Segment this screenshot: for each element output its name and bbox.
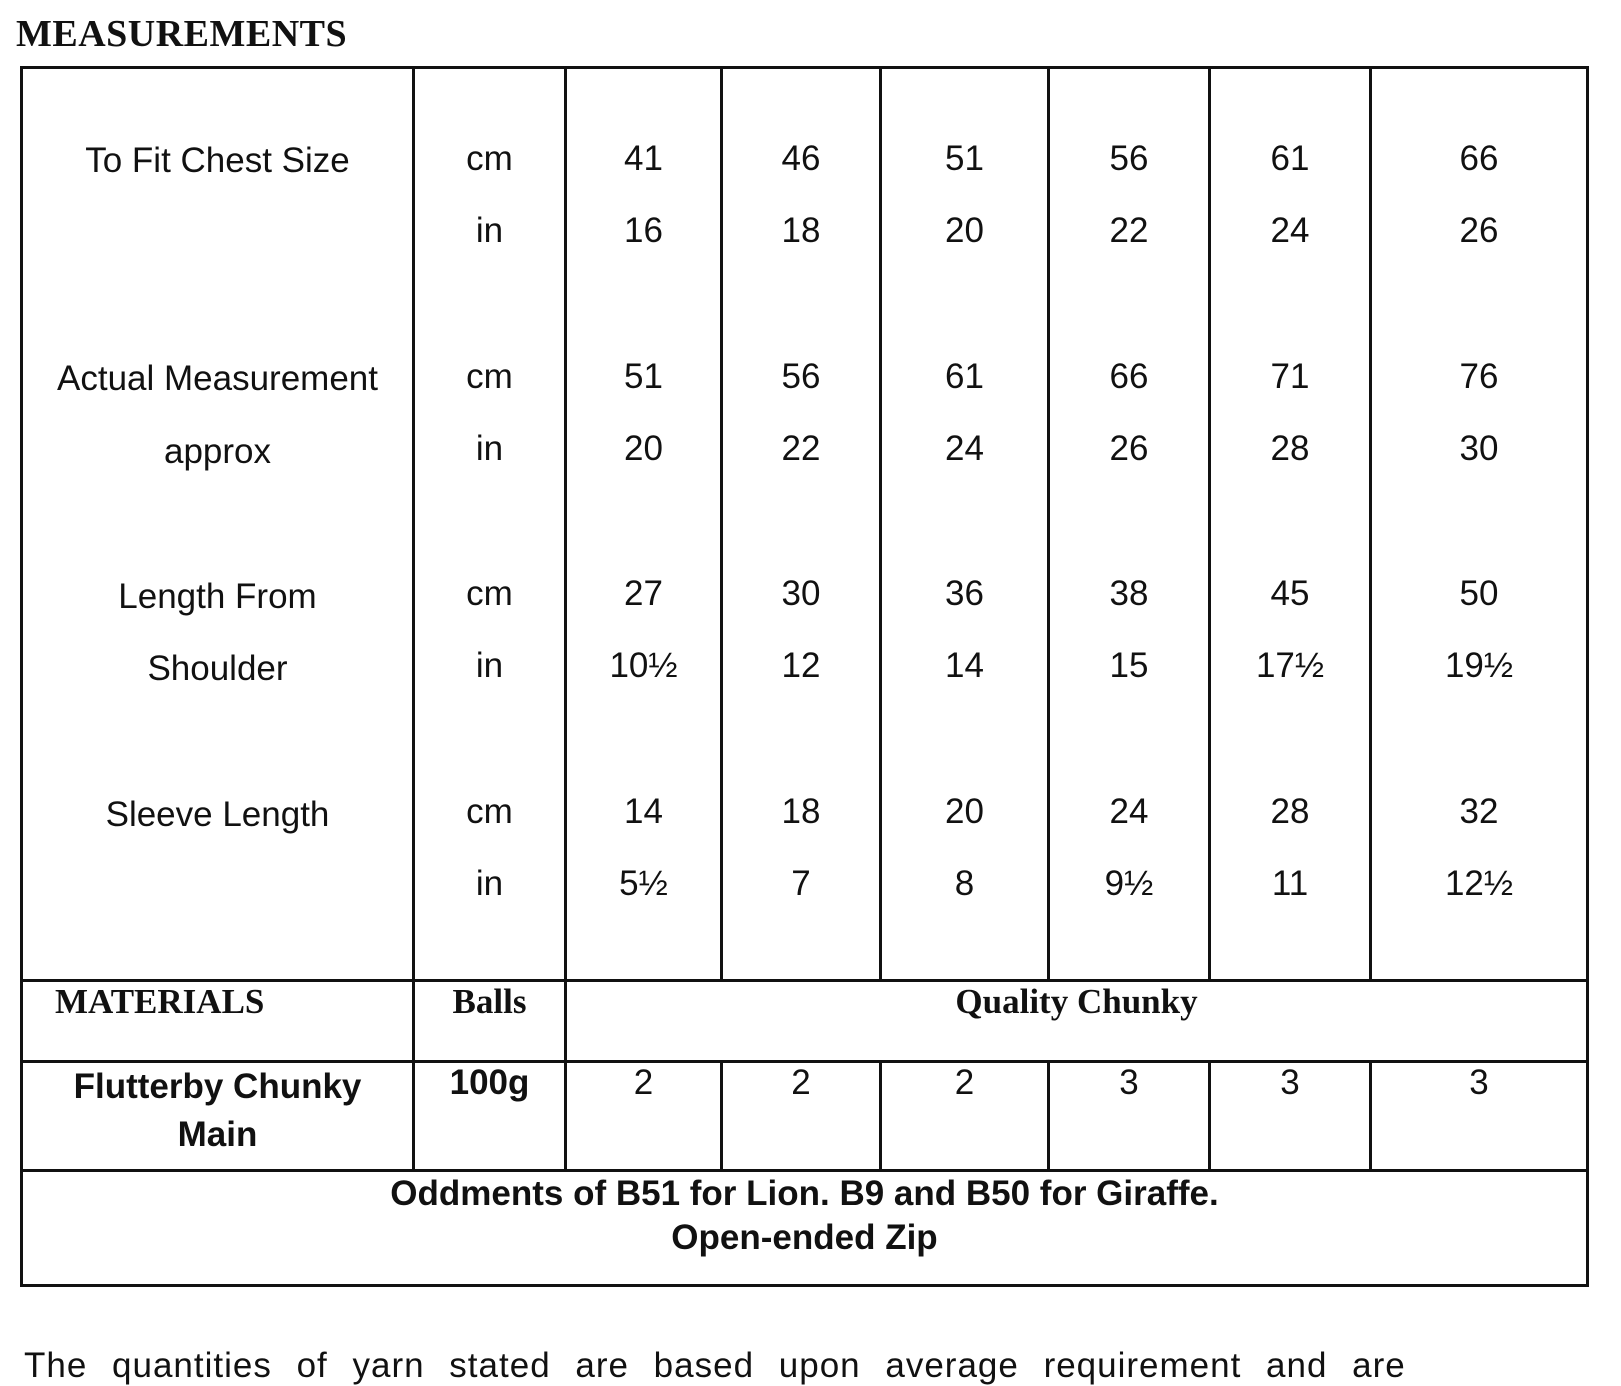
materials-title: MATERIALS xyxy=(22,981,414,1062)
size-column-2 xyxy=(722,68,881,981)
size-column-1 xyxy=(566,68,722,981)
value-cell: 36 xyxy=(945,574,984,613)
unit: cm xyxy=(466,792,513,831)
value-cell: 61 xyxy=(945,357,984,396)
value-cell: 5½ xyxy=(619,864,668,903)
label-length-1: Length From xyxy=(118,577,317,616)
notes-line2: Open-ended Zip xyxy=(671,1218,938,1257)
measurement-labels-column xyxy=(22,68,414,981)
value-cell: 22 xyxy=(781,429,821,468)
balls-count: 2 xyxy=(566,1062,722,1171)
measurements-row xyxy=(22,68,1588,981)
value-cell: 12 xyxy=(781,646,821,685)
value-cell: 17½ xyxy=(1255,646,1325,685)
balls-count: 3 xyxy=(1049,1062,1210,1171)
value-cell: 20 xyxy=(624,429,663,468)
quality-label: Quality Chunky xyxy=(566,981,1588,1062)
unit: in xyxy=(475,646,504,685)
unit: cm xyxy=(466,139,513,178)
value-cell: 45 xyxy=(1270,574,1310,613)
yarn-row xyxy=(22,1062,1588,1171)
yarn-name-line2: Main xyxy=(177,1115,258,1154)
value-cell: 22 xyxy=(1109,211,1149,250)
size-column-3 xyxy=(881,68,1049,981)
value-cell: 51 xyxy=(624,357,663,396)
yarn-weight: 100g xyxy=(414,1062,566,1171)
value-cell: 28 xyxy=(1270,429,1310,468)
label-actual-2: approx xyxy=(163,432,272,471)
balls-count: 2 xyxy=(881,1062,1049,1171)
value-cell: 14 xyxy=(624,792,663,831)
balls-count: 3 xyxy=(1371,1062,1588,1171)
value-cell: 16 xyxy=(624,211,663,250)
yarn-name xyxy=(22,1062,414,1171)
unit: in xyxy=(475,429,504,468)
value-cell: 18 xyxy=(781,792,821,831)
materials-header-row xyxy=(22,981,1588,1062)
value-cell: 20 xyxy=(945,211,984,250)
value-cell: 26 xyxy=(1109,429,1149,468)
value-cell: 15 xyxy=(1109,646,1149,685)
value-cell: 56 xyxy=(781,357,821,396)
unit: cm xyxy=(466,357,513,396)
value-cell: 50 xyxy=(1459,574,1499,613)
value-cell: 38 xyxy=(1109,574,1149,613)
value-cell: 20 xyxy=(945,792,984,831)
units-column xyxy=(414,68,566,981)
value-cell: 56 xyxy=(1109,139,1149,178)
value-cell: 7 xyxy=(791,864,811,903)
value-cell: 26 xyxy=(1459,211,1499,250)
size-column-6 xyxy=(1371,68,1588,981)
value-cell: 61 xyxy=(1270,139,1310,178)
balls-count: 3 xyxy=(1210,1062,1371,1171)
value-cell: 30 xyxy=(781,574,821,613)
label-sleeve: Sleeve Length xyxy=(105,795,330,834)
value-cell: 8 xyxy=(954,864,975,903)
balls-label: Balls xyxy=(414,981,566,1062)
value-cell: 76 xyxy=(1459,357,1499,396)
unit: in xyxy=(475,211,504,250)
value-cell: 71 xyxy=(1270,357,1310,396)
unit: cm xyxy=(466,574,513,613)
label-length-2: Shoulder xyxy=(147,649,288,688)
value-cell: 27 xyxy=(624,574,663,613)
value-cell: 32 xyxy=(1459,792,1499,831)
value-cell: 9½ xyxy=(1104,864,1154,903)
value-cell: 14 xyxy=(945,646,984,685)
notes-row xyxy=(22,1171,1588,1286)
value-cell: 12½ xyxy=(1444,864,1514,903)
value-cell: 66 xyxy=(1459,139,1499,178)
value-cell: 30 xyxy=(1459,429,1499,468)
size-column-4 xyxy=(1049,68,1210,981)
yarn-name-line1: Flutterby Chunky xyxy=(73,1067,362,1106)
notes-line1: Oddments of B51 for Lion. B9 and B50 for Giraffe. xyxy=(390,1174,1219,1213)
measurements-table xyxy=(20,66,1589,1287)
value-cell: 19½ xyxy=(1444,646,1514,685)
balls-count: 2 xyxy=(722,1062,881,1171)
value-cell: 18 xyxy=(781,211,821,250)
label-chest: To Fit Chest Size xyxy=(85,141,350,180)
value-cell: 10½ xyxy=(609,646,678,685)
unit: in xyxy=(475,864,504,903)
page-heading: MEASUREMENTS xyxy=(16,13,348,55)
value-cell: 24 xyxy=(1270,211,1310,250)
value-cell: 51 xyxy=(945,139,984,178)
value-cell: 41 xyxy=(624,139,663,178)
materials-notes xyxy=(22,1171,1588,1286)
label-actual-1: Actual Measurement xyxy=(57,359,378,398)
footer-text: The quantities of yarn stated are based upon average requirement and are xyxy=(24,1346,1406,1385)
value-cell: 28 xyxy=(1270,792,1310,831)
value-cell: 24 xyxy=(945,429,984,468)
value-cell: 46 xyxy=(781,139,821,178)
size-column-5 xyxy=(1210,68,1371,981)
value-cell: 24 xyxy=(1109,792,1149,831)
value-cell: 66 xyxy=(1109,357,1149,396)
value-cell: 11 xyxy=(1271,864,1309,903)
